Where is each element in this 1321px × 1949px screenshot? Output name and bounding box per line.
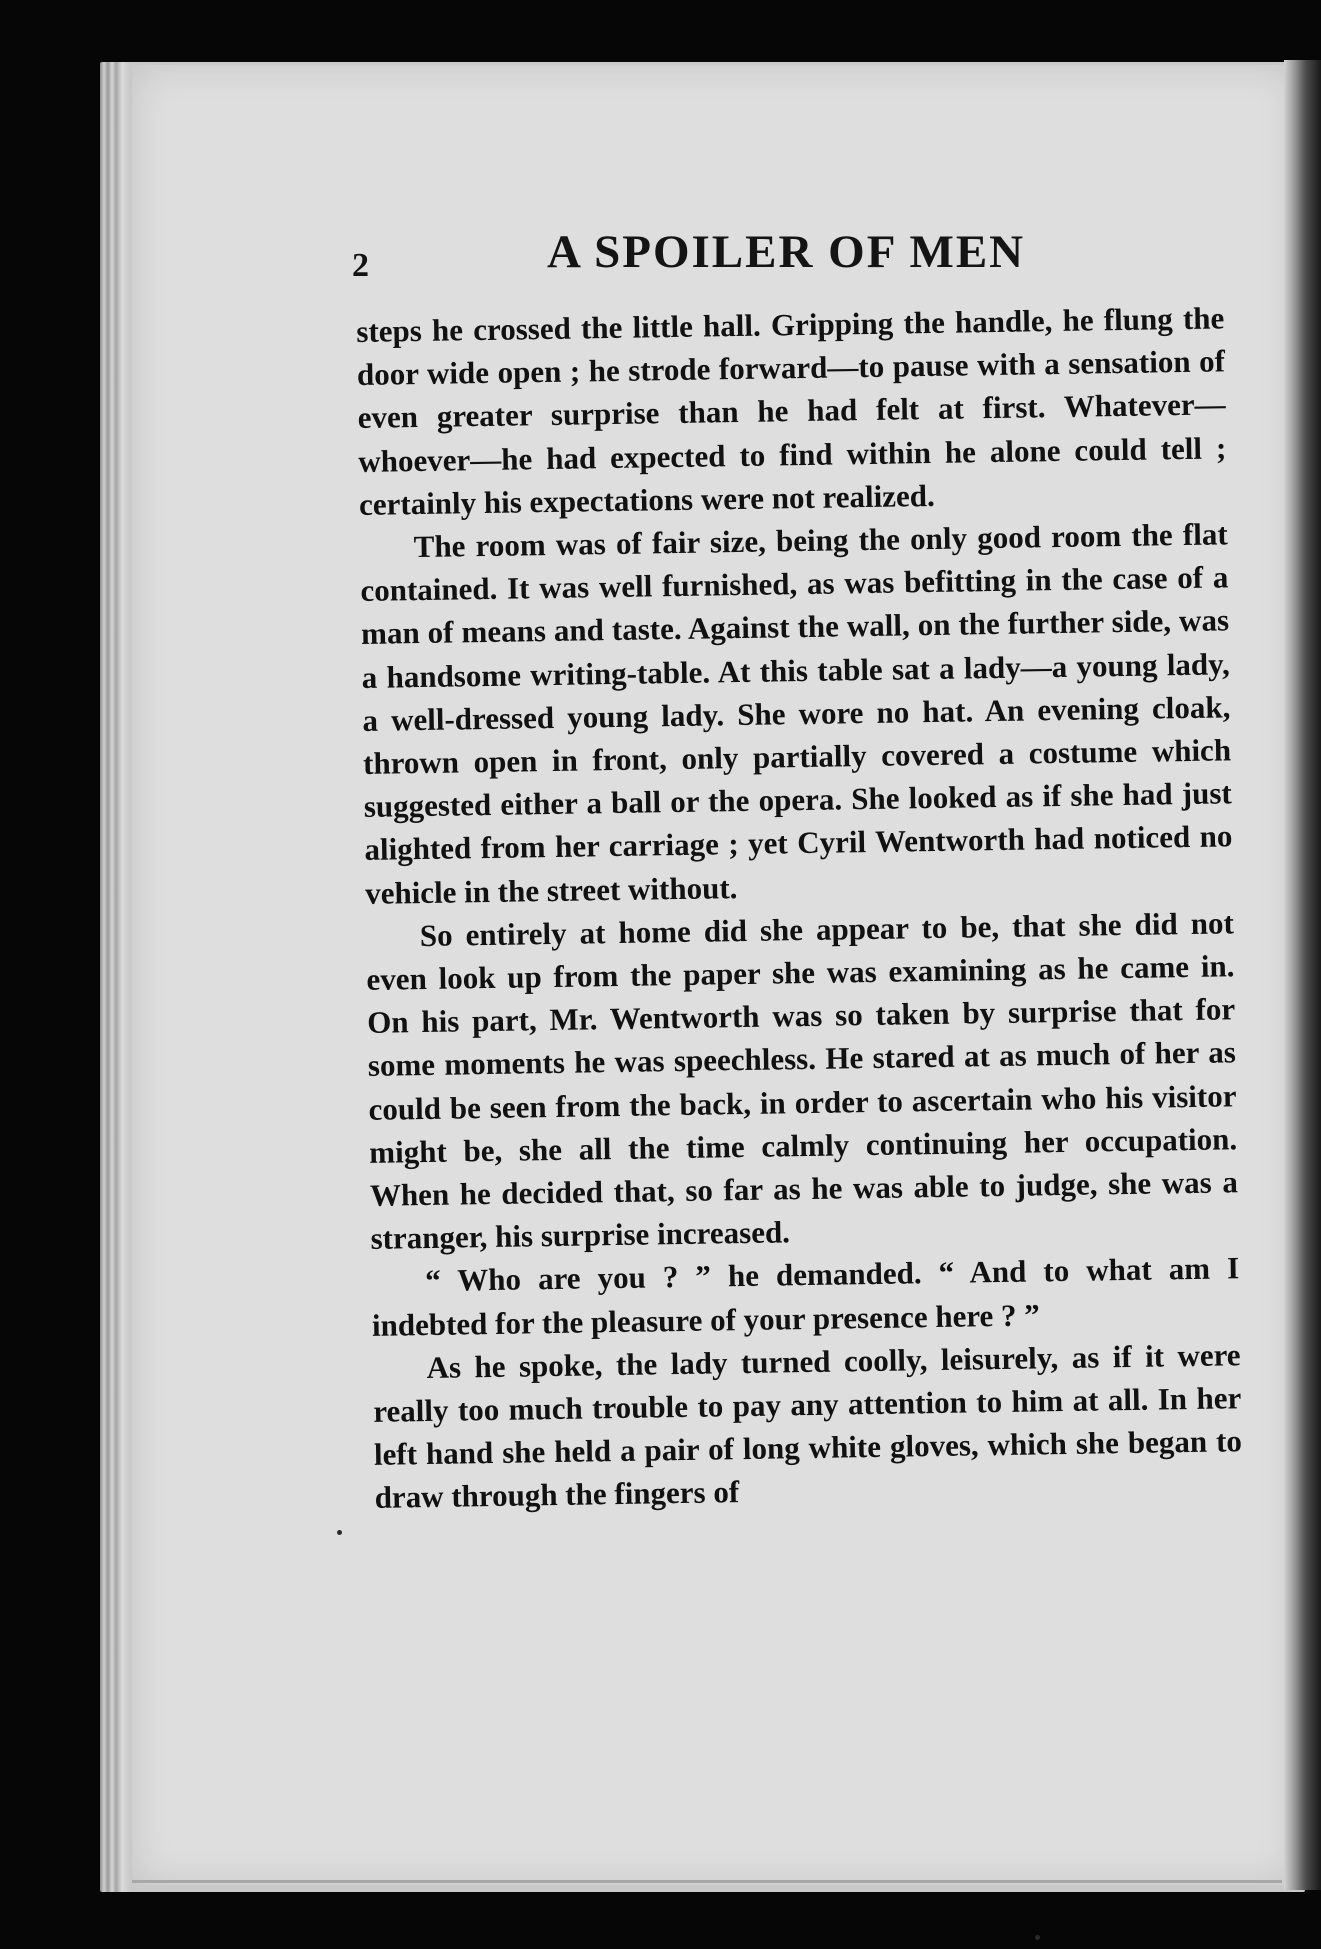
page-number: 2 — [352, 247, 369, 284]
page-binding-shadow — [1284, 60, 1321, 1890]
paragraph-5: As he spoke, the lady turned coolly, leisurely, as if it were really too much trouble to pay any attention to him at all. In her left hand she held a pair of long white gloves, which she began to draw through the fingers of — [373, 1337, 1243, 1516]
paragraph-3: So entirely at home did she appear to be, that she did not even look up from the paper she was examining as he came in. On his part, Mr. Wentworth was so taken by surprise that for some moments he was speechless. He stared at as much of her as could be seen from the back, in order to ascertain who his visitor might be, she all the time calmly continuing her occupation. When he decided that, so far as he was able to judge, she was a stranger, his surprise increased. — [366, 905, 1239, 1257]
paragraph-4: “ Who are you ? ” he demanded. “ And to what am I indebted for the pleasure of your presence here ? ” — [371, 1250, 1240, 1343]
scan-speck — [337, 1530, 342, 1535]
paragraph-1: steps he crossed the little hall. Gripping the handle, he flung the door wide open ; he strode forward—to pause with a sensation of even greater surprise than he had felt at first. Whatever—whoever—he had expected to find within he alone could tell ; certainly his expectations were not realized. — [356, 300, 1227, 522]
running-title: A SPOILER OF MEN — [547, 226, 1026, 278]
page-bottom-edge — [132, 1880, 1282, 1883]
page-header — [352, 225, 1252, 285]
body-text — [356, 296, 1243, 1519]
scan-speck — [1035, 1935, 1040, 1940]
paragraph-2: The room was of fair size, being the only good room the flat contained. It was well furnished, as was befitting in the case of a man of means and taste. Against the wall, on the further side, was a handsome writing-table. At this table sat a lady—a young lady, a well-dressed young lady. She wore no hat. An evening cloak, thrown open in front, only partially covered a costume which suggested either a ball or the opera. She looked as if she had just alighted from her carriage ; yet Cyril Wentworth had noticed no vehicle in the street without. — [360, 516, 1233, 911]
